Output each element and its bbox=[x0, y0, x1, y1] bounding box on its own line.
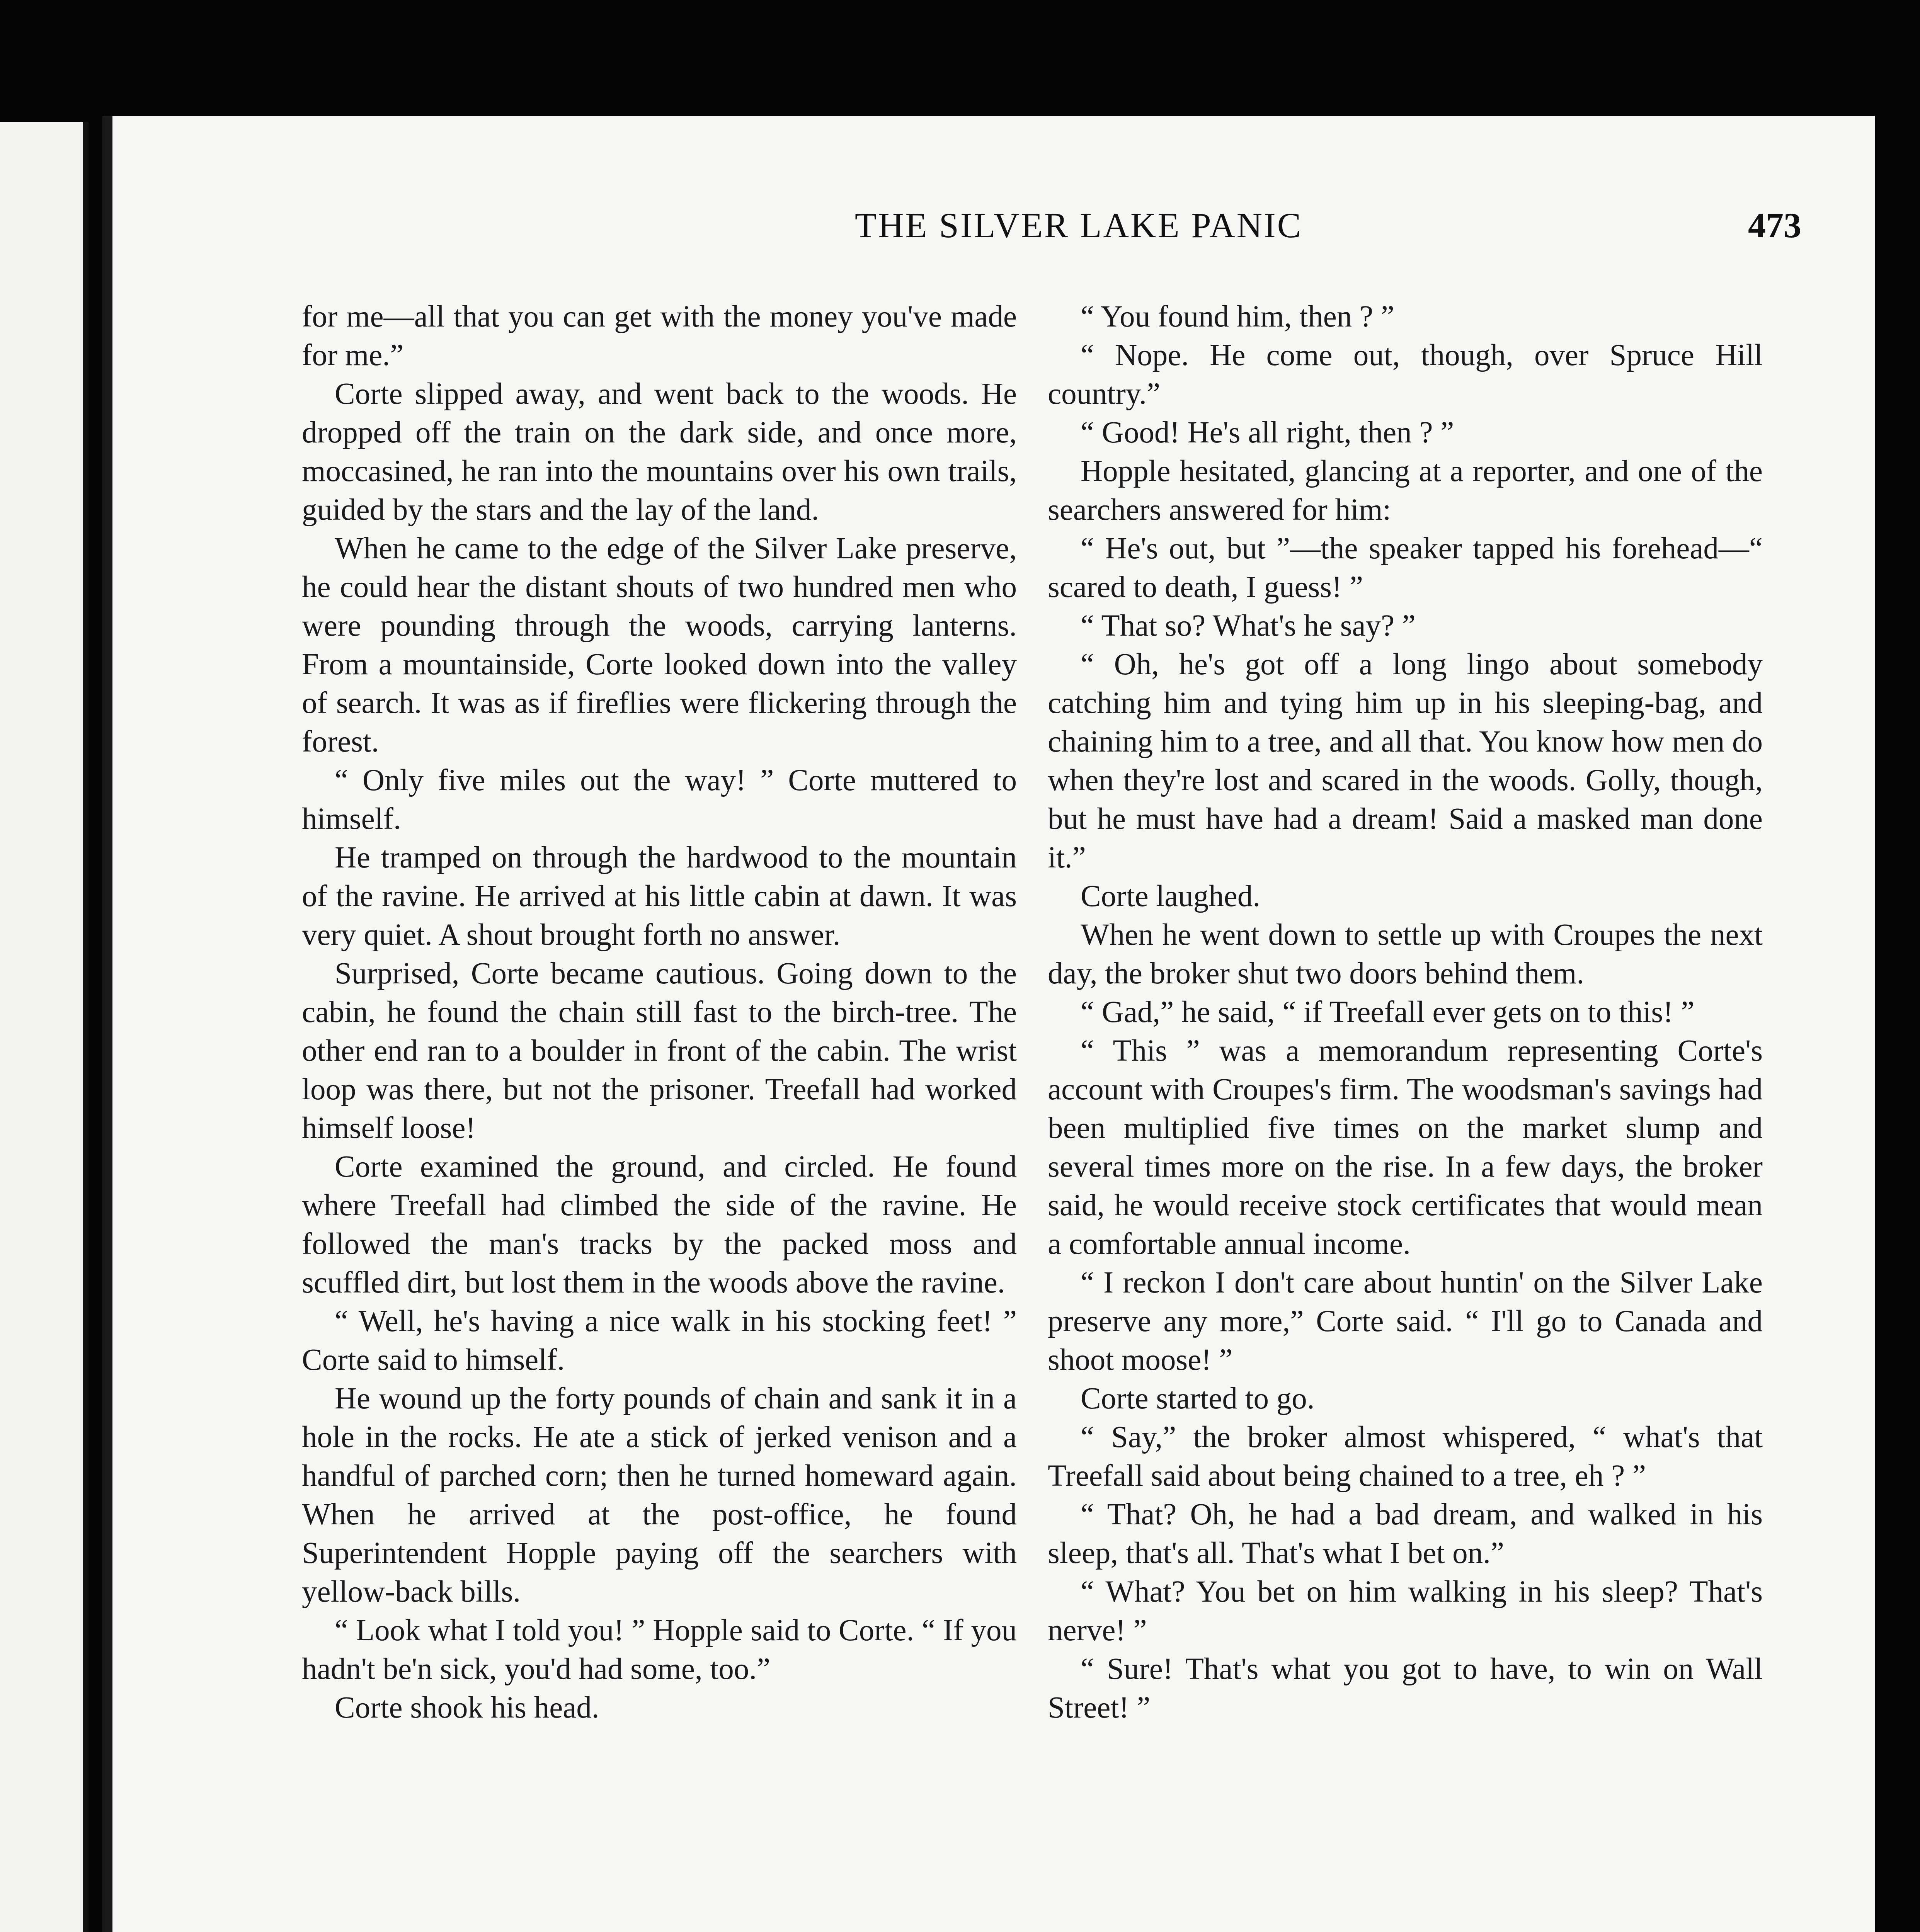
story-paragraph: Corte slipped away, and went back to the woods. He dropped off the train on the dark side, and once more, moccasined, he ran into the mountains over his own trails, guided by the stars and the lay of the land. bbox=[302, 377, 1017, 527]
story-paragraph: Corte laughed. bbox=[1081, 879, 1261, 913]
story-paragraph: for me—all that you can get with the money you've made for me.” bbox=[302, 300, 1017, 372]
story-paragraph: Corte started to go. bbox=[1081, 1382, 1315, 1415]
story-paragraph: “ Well, he's having a nice walk in his stocking feet! ” Corte said to himself. bbox=[302, 1304, 1017, 1377]
story-paragraph: “ That so? What's he say? ” bbox=[1081, 609, 1416, 643]
story-paragraph: When he went down to settle up with Croupes the next day, the broker shut two doors behind them. bbox=[1048, 918, 1763, 990]
story-paragraph: “ This ” was a memorandum representing Corte's account with Croupes's firm. The woodsman's savings had been multiplied five times on the market slump and several times more on the rise. In a few days, the broker said, he would receive stock certificates that would mean a comfortable annual income. bbox=[1048, 1034, 1763, 1261]
story-paragraph: “ Look what I told you! ” Hopple said to Corte. “ If you hadn't be'n sick, you'd had some, too.” bbox=[302, 1614, 1017, 1686]
magazine-page bbox=[102, 116, 1875, 1932]
story-left-column bbox=[302, 298, 1017, 1727]
adjacent-page-edge bbox=[0, 122, 89, 1932]
story-paragraph: He tramped on through the hardwood to the mountain of the ravine. He arrived at his little cabin at dawn. It was very quiet. A shout brought forth no answer. bbox=[302, 841, 1017, 952]
story-paragraph: When he came to the edge of the Silver Lake preserve, he could hear the distant shouts of two hundred men who were pounding through the woods, carrying lanterns. From a mountainside, Corte looked down into the valley of search. It was as if fireflies were flickering through the forest. bbox=[302, 532, 1017, 759]
story-paragraph: “ That? Oh, he had a bad dream, and walked in his sleep, that's all. That's what I bet on.” bbox=[1048, 1498, 1763, 1570]
story-paragraph: Corte shook his head. bbox=[335, 1691, 599, 1725]
story-paragraph: Hopple hesitated, glancing at a reporter, and one of the searchers answered for him: bbox=[1048, 454, 1763, 527]
running-head-title: THE SILVER LAKE PANIC bbox=[854, 206, 1303, 245]
story-paragraph: “ Sure! That's what you got to have, to win on Wall Street! ” bbox=[1048, 1652, 1763, 1725]
story-paragraph: “ You found him, then ? ” bbox=[1081, 300, 1394, 333]
page-number: 473 bbox=[1748, 206, 1801, 245]
story-paragraph: “ Only five miles out the way! ” Corte muttered to himself. bbox=[302, 764, 1017, 836]
story-paragraph: “ Good! He's all right, then ? ” bbox=[1081, 416, 1454, 449]
story-paragraph: Corte examined the ground, and circled. He found where Treefall had climbed the side of the ravine. He followed the man's tracks by the packed moss and scuffled dirt, but lost them in the woods above the ravine. bbox=[302, 1150, 1017, 1299]
story-paragraph: “ I reckon I don't care about huntin' on the Silver Lake preserve any more,” Corte said. “ I'll go to Canada and shoot moose! ” bbox=[1048, 1266, 1763, 1377]
story-paragraph: “ Say,” the broker almost whispered, “ what's that Treefall said about being chained to a tree, eh ? ” bbox=[1048, 1420, 1763, 1493]
story-paragraph: “ Gad,” he said, “ if Treefall ever gets on to this! ” bbox=[1081, 995, 1695, 1029]
story-paragraph: “ He's out, but ”—the speaker tapped his forehead—“ scared to death, I guess! ” bbox=[1048, 532, 1763, 604]
story-paragraph: Surprised, Corte became cautious. Going down to the cabin, he found the chain still fast to the birch-tree. The other end ran to a boulder in front of the cabin. The wrist loop was there, but not the prisoner. Treefall had worked himself loose! bbox=[302, 957, 1017, 1145]
story-paragraph: “ What? You bet on him walking in his sleep? That's nerve! ” bbox=[1048, 1575, 1763, 1647]
story-paragraph: “ Nope. He come out, though, over Spruce Hill country.” bbox=[1048, 338, 1763, 411]
story-paragraph: “ Oh, he's got off a long lingo about somebody catching him and tying him up in his sleeping-bag, and chaining him to a tree, and all that. You know how men do when they're lost and scared in the woods. Golly, though, but he must have had a dream! Said a masked man done it.” bbox=[1048, 648, 1763, 874]
story-paragraph: He wound up the forty pounds of chain and sank it in a hole in the rocks. He ate a stick of jerked venison and a handful of parched corn; then he turned homeward again. When he arrived at the post-office, he found Superintendent Hopple paying off the searchers with yellow-back bills. bbox=[302, 1382, 1017, 1609]
story-right-column bbox=[1048, 298, 1763, 1727]
